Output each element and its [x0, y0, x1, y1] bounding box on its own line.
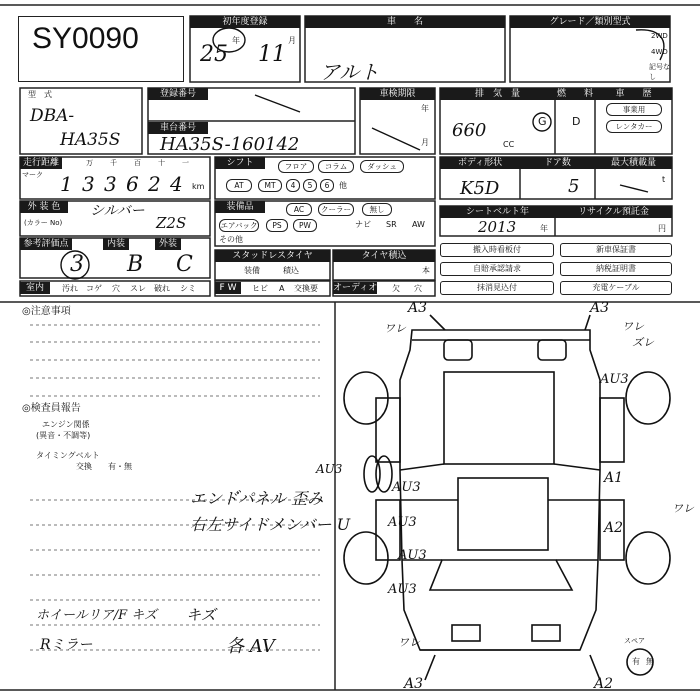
model-label: 型 式 — [28, 90, 52, 99]
mark-a2-right: A2 — [604, 520, 624, 536]
interior-label: 内装 — [103, 238, 129, 250]
equip-navi: ナビ — [355, 220, 371, 229]
mark-au3: AU3 — [388, 582, 417, 597]
first-reg-year: 25 — [200, 42, 228, 67]
seatbelt-label: シートベルト年 — [440, 206, 555, 218]
audio-opt2: 穴 — [414, 284, 422, 293]
recycle-unit: 円 — [658, 224, 666, 233]
mark-au3: AU3 — [398, 548, 427, 563]
equip-other: その他 — [219, 235, 243, 244]
month-unit: 月 — [288, 36, 296, 45]
mark-au3: AU3 — [316, 462, 343, 476]
scale-ichi: 一 — [182, 159, 189, 167]
score-value: 3 — [70, 252, 84, 277]
mark-a3-tr: A3 — [590, 300, 610, 316]
chassis-value: HA35S-160142 — [160, 134, 300, 155]
shift-mt: MT — [258, 179, 282, 192]
mark-zure: ズレ — [632, 336, 654, 349]
fuel-d: D — [572, 115, 581, 128]
shift-column: コラム — [318, 160, 354, 173]
lot-code: SY0090 — [32, 22, 139, 55]
mileage-digit: 6 — [126, 172, 139, 196]
color-value: シルバー — [90, 203, 145, 219]
inspector-line1: エンド゙パネル 歪み — [190, 489, 324, 508]
first-reg-month: 11 — [258, 42, 286, 67]
inspector-line4: Rミラー — [40, 637, 93, 653]
audio-opt1: 欠 — [392, 284, 400, 293]
color-sub: (カラー No) — [24, 219, 63, 227]
engine-sub: (異音・不調等) — [36, 431, 91, 440]
equip-ac: AC — [286, 203, 312, 216]
fw-opt2: A — [279, 284, 285, 293]
studless-opt1: 装備 — [244, 266, 260, 275]
inspector-line2: 右左サイドメンバー U — [190, 515, 351, 534]
recycle-label: リサイクル預託金 — [555, 206, 672, 218]
scale-sen: 千 — [110, 159, 117, 167]
exterior-label: 外装 — [155, 238, 181, 250]
scale-hyaku: 百 — [134, 159, 141, 167]
color-label: 外 装 色 — [20, 201, 68, 213]
notes-label: ◎注意事項 — [22, 306, 71, 317]
mark-au3: AU3 — [392, 480, 421, 495]
fuel-g: G — [538, 115, 547, 128]
exterior-value: C — [176, 252, 193, 277]
history-rental: レンタカー — [606, 120, 662, 133]
studless-opt2: 積込 — [283, 266, 299, 275]
fw-label: F W — [215, 282, 241, 294]
shift-5: 5 — [303, 179, 317, 192]
equip-aw: AW — [412, 220, 425, 229]
mark-wa-top: ワレ — [384, 322, 406, 335]
scale-man: 万 — [86, 159, 93, 167]
shift-other: 他 — [339, 181, 347, 190]
body-type-value: K5D — [460, 178, 500, 199]
mileage-digit: 3 — [104, 172, 117, 196]
shift-floor: フロア — [278, 160, 314, 173]
spare-yes: 有 — [632, 657, 640, 666]
equip-sr: SR — [386, 220, 397, 229]
interior-notes-label: 室内 — [20, 282, 50, 294]
grade-label: グレード／類別型式 — [510, 16, 670, 28]
mileage-digit: 1 — [60, 172, 73, 196]
note-item: コゲ — [86, 284, 102, 293]
tire-load-label: タイヤ積込 — [333, 250, 435, 262]
studless-label: スタッドレスタイヤ — [215, 250, 330, 262]
doors-label: ドア数 — [520, 157, 595, 169]
inspection-label: 車検期限 — [360, 88, 435, 100]
shift-label: シフト — [215, 157, 265, 169]
equip-none: 無し — [362, 203, 392, 216]
mark-a1-right: A1 — [604, 470, 624, 486]
model-line2: HA35S — [60, 130, 121, 150]
color-code: Z2S — [156, 214, 187, 232]
engine-label: エンジン関係 — [42, 420, 90, 429]
equipment-label: 装備品 — [215, 201, 265, 213]
inspector-line3b: キズ — [186, 606, 216, 624]
mark-wa-tr: ワレ — [622, 320, 644, 333]
spare-label: スペア — [624, 637, 645, 645]
history-label: 車 歴 — [595, 88, 672, 100]
mileage-mark-label: マーク — [22, 171, 43, 179]
mark-wa-mid: ワレ — [672, 502, 694, 515]
mark-a2-br: A2 — [594, 676, 614, 692]
mileage-digit: 3 — [82, 172, 95, 196]
car-name-label: 車 名 — [305, 16, 505, 28]
mark-wa-bottom: ワレ — [398, 636, 420, 649]
mark-a3-tl: A3 — [408, 300, 428, 316]
shift-6: 6 — [320, 179, 334, 192]
shift-dash: ダッシュ — [360, 160, 404, 173]
score-label: 参考評価点 — [20, 238, 72, 250]
equip-ps: PS — [266, 219, 288, 232]
interior-value: B — [127, 252, 144, 277]
exchange-label: 交換 — [76, 462, 92, 471]
chassis-label: 車台番号 — [148, 122, 208, 134]
equip-pw: PW — [293, 219, 317, 232]
year-unit: 年 — [232, 36, 240, 45]
inspection-year-unit: 年 — [421, 104, 429, 113]
note-item: シミ — [180, 284, 196, 293]
exchange-opts: 有・無 — [108, 462, 132, 471]
mileage-label: 走行距離 — [20, 157, 62, 169]
displacement-unit: CC — [503, 140, 515, 149]
audio-label: オーディオ — [333, 283, 377, 293]
capacity-label: 最大積載量 — [595, 157, 672, 169]
inspection-month-unit: 月 — [421, 138, 429, 147]
body-type-label: ボディ形状 — [440, 157, 520, 169]
history-business: 事業用 — [606, 103, 662, 116]
equip-airbag: エアバック — [220, 221, 258, 230]
inspector-label: ◎検査員報告 — [22, 403, 81, 414]
note-item: 破れ — [154, 284, 170, 293]
equip-cooler: クーラー — [318, 203, 354, 216]
paper-item: 新車保証書 — [560, 243, 672, 257]
timing-label: タイミングベルト — [36, 451, 100, 460]
inspector-line4b: 各 AV — [226, 636, 275, 657]
fw-opt3: 交換要 — [294, 284, 318, 293]
mileage-digit: 2 — [148, 172, 161, 196]
shift-4: 4 — [286, 179, 300, 192]
grade-opt-4wd: 4WD — [651, 48, 668, 56]
mileage-digit: 4 — [170, 172, 183, 196]
scale-juu: 十 — [158, 159, 165, 167]
seatbelt-unit: 年 — [540, 224, 548, 233]
fw-opt1: ヒビ — [252, 284, 268, 293]
displacement-label: 排 気 量 — [440, 88, 555, 100]
paper-item: 搬入時看板付 — [440, 243, 554, 257]
note-item: 汚れ — [62, 284, 78, 293]
reg-no-label: 登録番号 — [148, 88, 208, 100]
note-item: スレ — [130, 284, 146, 293]
shift-at: AT — [226, 179, 252, 192]
note-item: 穴 — [112, 284, 120, 293]
capacity-unit: t — [662, 175, 666, 184]
tire-load-unit: 本 — [422, 266, 430, 275]
mark-au3: AU3 — [388, 515, 417, 530]
grade-opt-2wd: 2WD — [651, 32, 668, 40]
paper-item: 自賠承認請求 — [440, 262, 554, 276]
mark-a3-bl: A3 — [404, 676, 424, 692]
doors-value: 5 — [568, 176, 580, 197]
paper-item: 納税証明書 — [560, 262, 672, 276]
displacement-value: 660 — [452, 120, 487, 141]
first-reg-label: 初年度登録 — [190, 16, 300, 28]
inspector-line3: ホイールリア/F キズ — [36, 608, 158, 623]
mileage-unit: km — [192, 182, 205, 191]
model-line1: DBA- — [30, 106, 75, 126]
mark-au3-right: AU3 — [600, 372, 629, 387]
seatbelt-value: 2013 — [478, 218, 517, 236]
spare-no: 無 — [646, 657, 654, 666]
fuel-label: 燃 料 — [556, 89, 593, 99]
paper-item: 抹消見込付 — [440, 281, 554, 295]
grade-opt-none: 記号なし — [649, 63, 670, 81]
paper-item: 充電ケーブル — [560, 281, 672, 295]
car-name-value: アルト — [320, 60, 380, 84]
